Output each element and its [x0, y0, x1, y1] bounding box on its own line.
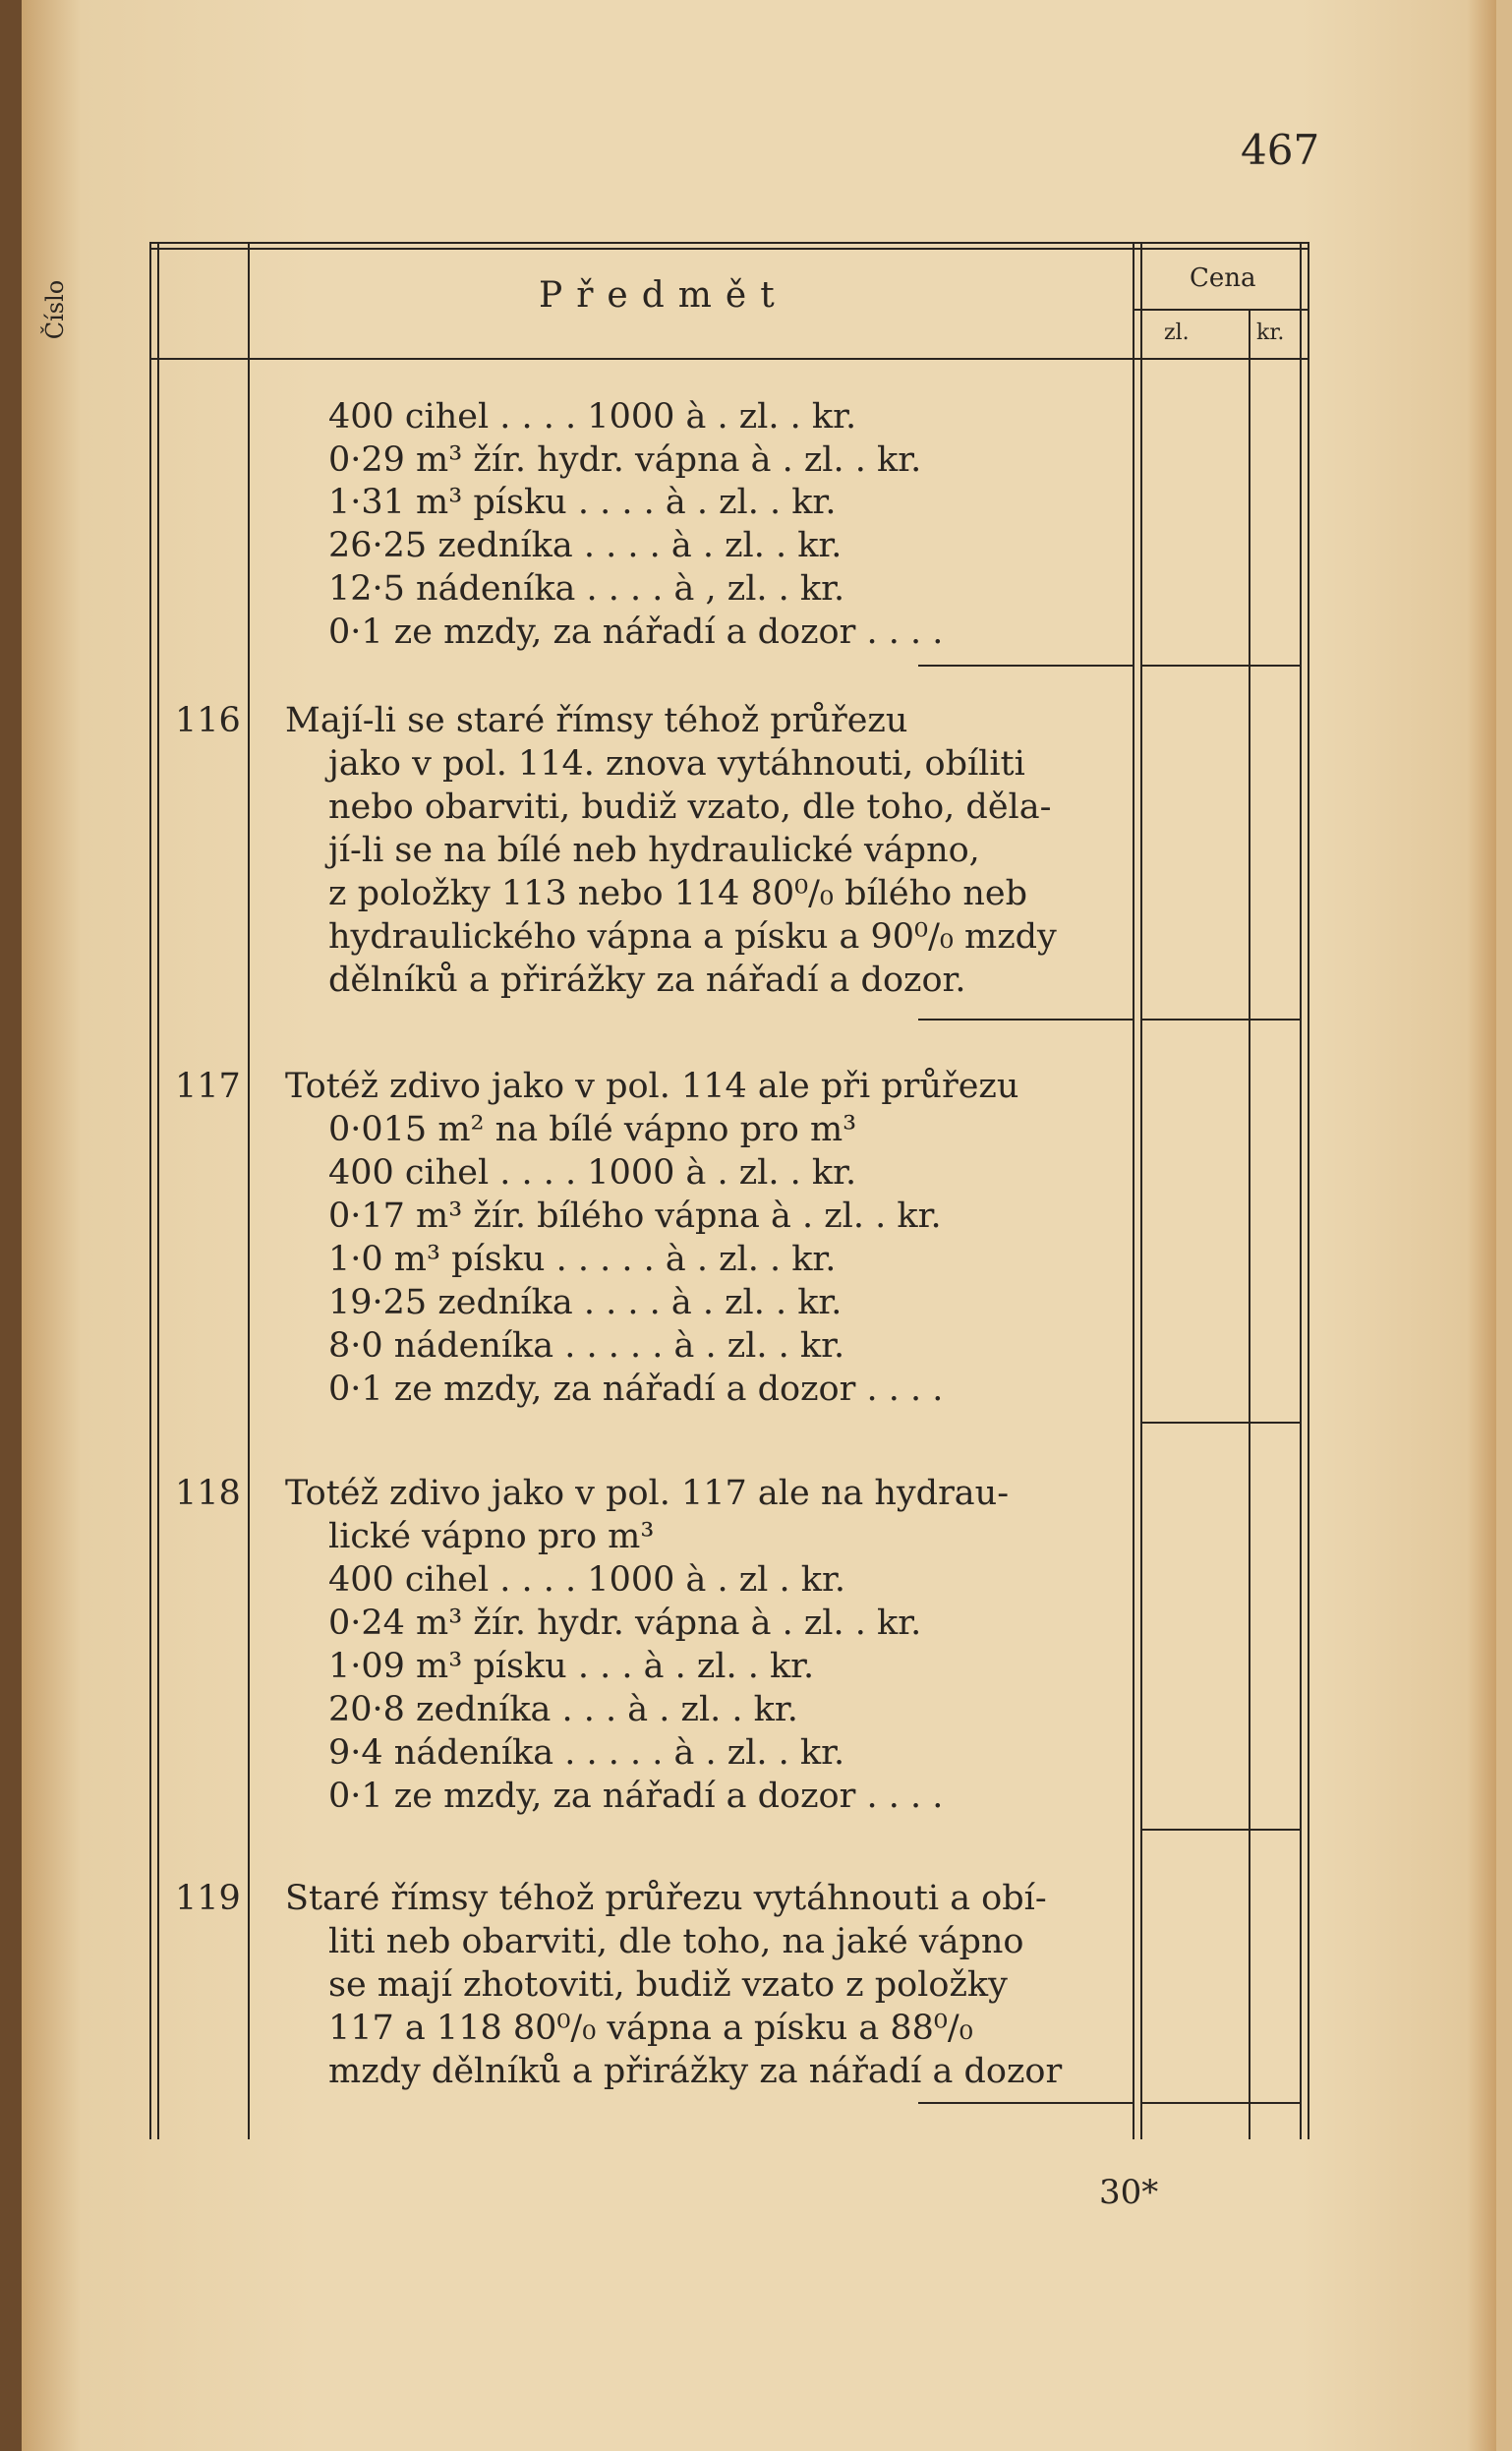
- list-item: 8·0 nádeníka . . . . . à . zl. . kr.: [328, 1326, 845, 1366]
- list-item: 1·09 m³ písku . . . à . zl. . kr.: [328, 1647, 815, 1686]
- header-zl: zl.: [1164, 321, 1190, 345]
- list-item: 400 cihel . . . . 1000 à . zl. . kr.: [328, 1153, 857, 1193]
- list-item: se mají zhotoviti, budiž vzato z položky: [328, 1965, 1008, 2005]
- item-number: 116: [175, 701, 241, 740]
- cislo-column-divider: [248, 242, 250, 2139]
- sum-rule-price: [1140, 1829, 1300, 1831]
- list-item: lické vápno pro m³: [328, 1517, 655, 1556]
- header-kr: kr.: [1256, 321, 1285, 345]
- item-number: 118: [175, 1474, 241, 1513]
- list-item: mzdy dělníků a přirážky za nářadí a dozor: [328, 2052, 1063, 2091]
- sum-rule: [918, 665, 1133, 667]
- list-item: 0·1 ze mzdy, za nářadí a dozor . . . .: [328, 1370, 944, 1409]
- predmet-column-divider-2: [1140, 242, 1142, 2139]
- list-item: 0·015 m² na bílé vápno pro m³: [328, 1110, 857, 1149]
- left-border: [149, 242, 151, 2139]
- list-item: 9·4 nádeníka . . . . . à . zl. . kr.: [328, 1733, 845, 1773]
- list-item: 26·25 zedníka . . . . à . zl. . kr.: [328, 526, 843, 565]
- sum-rule: [918, 2102, 1133, 2104]
- list-item: 19·25 zedníka . . . . à . zl. . kr.: [328, 1283, 843, 1322]
- sum-rule-price: [1140, 1019, 1300, 1021]
- book-spine-shadow: [0, 0, 22, 2451]
- list-item: 400 cihel . . . . 1000 à . zl. . kr.: [328, 397, 857, 437]
- list-item: Mají-li se staré římsy téhož průřezu: [285, 701, 908, 740]
- right-border: [1300, 242, 1302, 2139]
- list-item: jí-li se na bílé neb hydraulické vápno,: [328, 831, 980, 870]
- list-item: dělníků a přirážky za nářadí a dozor.: [328, 961, 966, 1000]
- list-item: Staré římsy téhož průřezu vytáhnouti a obí-: [285, 1879, 1047, 1918]
- list-item: 1·31 m³ písku . . . . à . zl. . kr.: [328, 483, 837, 522]
- signature-mark: 30*: [1099, 2173, 1159, 2212]
- sum-rule-price: [1140, 665, 1300, 667]
- header-cislo: Číslo: [41, 279, 69, 340]
- list-item: liti neb obarviti, dle toho, na jaké vápno: [328, 1922, 1024, 1961]
- list-item: 117 a 118 80⁰/₀ vápna a písku a 88⁰/₀: [328, 2009, 973, 2048]
- list-item: 12·5 nádeníka . . . . à , zl. . kr.: [328, 569, 845, 609]
- list-item: z položky 113 nebo 114 80⁰/₀ bílého neb: [328, 874, 1027, 913]
- sum-rule-price: [1140, 2102, 1300, 2104]
- item-number: 119: [175, 1879, 241, 1918]
- list-item: nebo obarviti, budiž vzato, dle toho, děla-: [328, 788, 1052, 827]
- list-item: Totéž zdivo jako v pol. 117 ale na hydrau-: [285, 1474, 1010, 1513]
- list-item: 400 cihel . . . . 1000 à . zl . kr.: [328, 1560, 845, 1600]
- item-number: 117: [175, 1067, 241, 1106]
- list-item: 0·29 m³ žír. hydr. vápna à . zl. . kr.: [328, 440, 922, 480]
- list-item: 0·1 ze mzdy, za nářadí a dozor . . . .: [328, 1777, 944, 1816]
- zl-kr-divider: [1249, 309, 1250, 2139]
- list-item: 0·17 m³ žír. bílého vápna à . zl. . kr.: [328, 1196, 942, 1236]
- list-item: Totéž zdivo jako v pol. 114 ale při průřezu: [285, 1067, 1019, 1106]
- header-cena: Cena: [1190, 263, 1256, 293]
- list-item: 0·1 ze mzdy, za nářadí a dozor . . . .: [328, 613, 944, 652]
- cena-split-rule: [1133, 309, 1308, 311]
- right-border-2: [1308, 242, 1309, 2139]
- sum-rule-price: [1140, 1422, 1300, 1424]
- predmet-column-divider: [1133, 242, 1134, 2139]
- page-number: 467: [1241, 126, 1320, 174]
- list-item: 1·0 m³ písku . . . . . à . zl. . kr.: [328, 1240, 837, 1279]
- list-item: 20·8 zedníka . . . à . zl. . kr.: [328, 1690, 798, 1729]
- sum-rule: [918, 1019, 1133, 1021]
- list-item: jako v pol. 114. znova vytáhnouti, obíliti: [328, 744, 1025, 784]
- header-predmet: Předmět: [539, 275, 788, 316]
- list-item: 0·24 m³ žír. hydr. vápna à . zl. . kr.: [328, 1604, 922, 1643]
- list-item: hydraulického vápna a písku a 90⁰/₀ mzdy: [328, 917, 1057, 957]
- left-border-2: [157, 242, 159, 2139]
